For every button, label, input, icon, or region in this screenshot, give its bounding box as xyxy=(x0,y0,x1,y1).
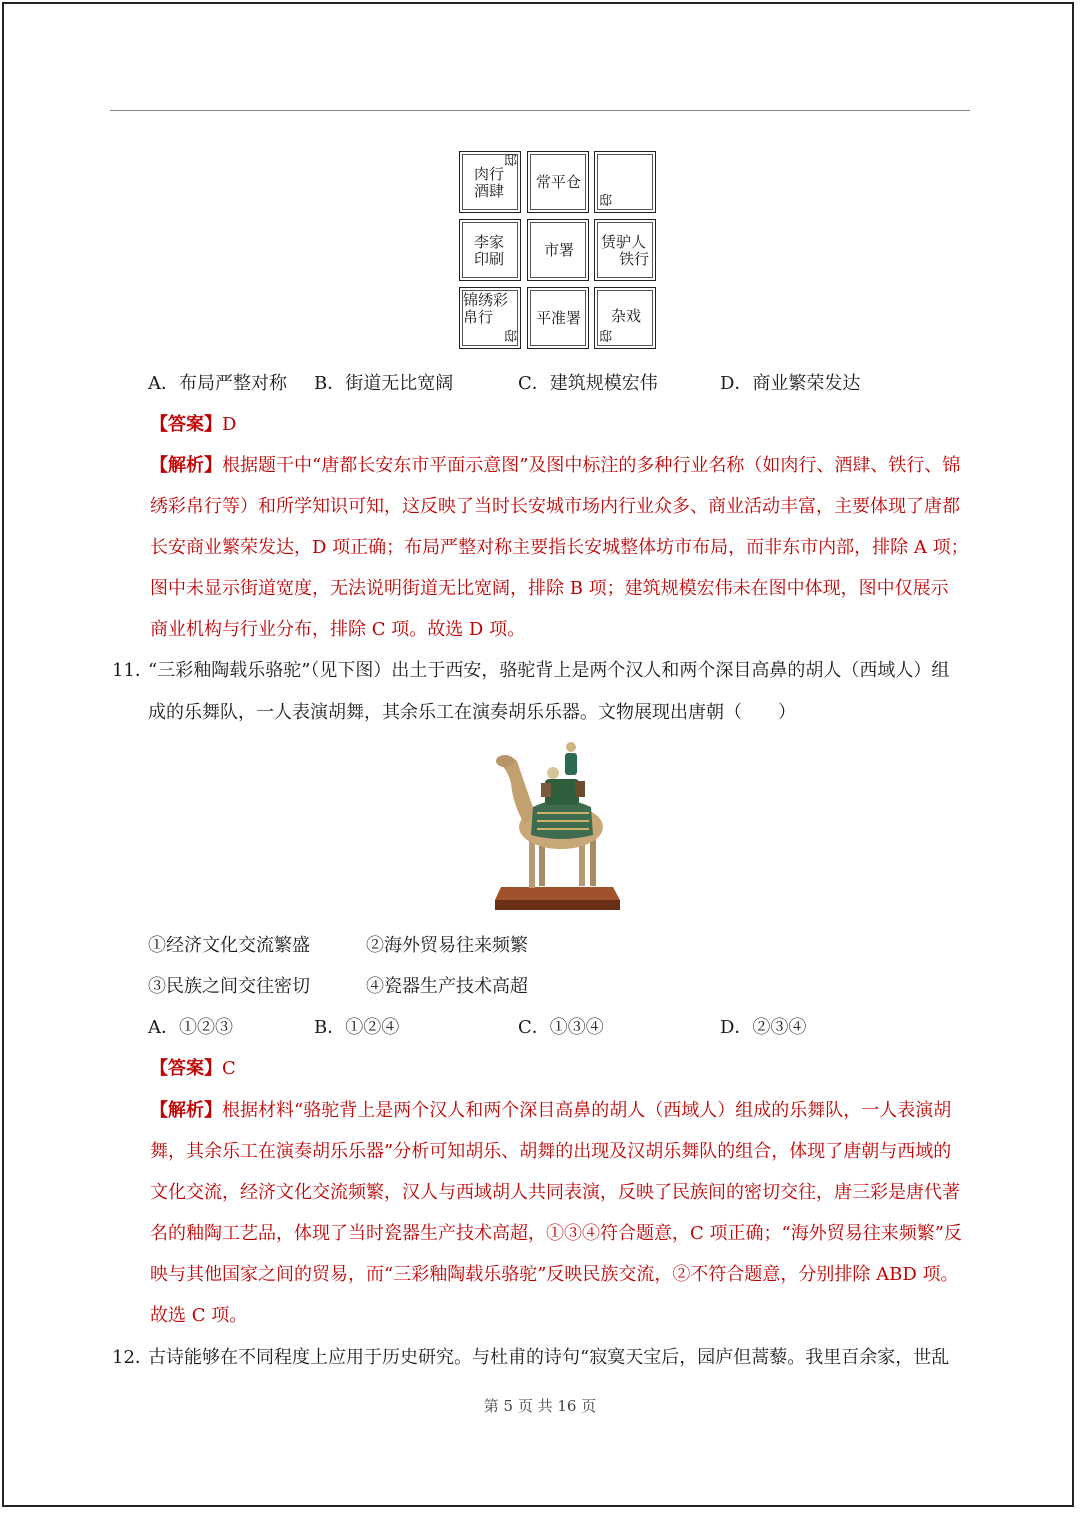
q11-answer xyxy=(150,1058,236,1080)
q10-analysis-line-3: 长安商业繁荣发达，D 项正确；布局严整对称主要指长安城整体坊市布局，而非东市内部，排除 A 项； xyxy=(150,537,969,558)
analysis-label: 【解析】 xyxy=(150,1100,222,1121)
map-cell-1 xyxy=(459,151,521,213)
q11-statement-1: ①经济文化交流繁盛 xyxy=(148,935,310,956)
tri-color-camel-image xyxy=(495,735,620,913)
q10-answer xyxy=(150,414,236,436)
answer-value: D xyxy=(222,414,237,435)
q11-option-c: C．①③④ xyxy=(518,1017,604,1038)
q10-analysis-line-1 xyxy=(150,455,960,477)
map-cell-di: 邸 xyxy=(503,330,517,345)
map-cell-di: 邸 xyxy=(599,194,613,209)
map-cell-text: 铁行 xyxy=(619,250,650,268)
map-cell-6 xyxy=(594,219,656,281)
q10-analysis-line-2: 绣彩帛行等）和所学知识可知，这反映了当时长安城市场内行业众多、商业活动丰富，主要体现了唐都 xyxy=(150,496,960,517)
analysis-text: 根据材料“骆驼背上是两个汉人和两个深目高鼻的胡人（西域人）组成的乐舞队，一人表演胡 xyxy=(222,1100,952,1121)
q11-analysis-line-3: 文化交流，经济文化交流频繁，汉人与西域胡人共同表演，反映了民族间的密切交往，唐三彩是唐代著 xyxy=(150,1182,960,1203)
q11-stem-line-1: “三彩釉陶载乐骆驼”（见下图）出土于西安，骆驼背上是两个汉人和两个深目高鼻的胡人（西域人）组 xyxy=(148,660,950,681)
map-cell-text: 李家 xyxy=(474,233,505,251)
q11-analysis-line-1 xyxy=(150,1100,951,1122)
map-cell-text: 肉行 xyxy=(474,165,505,183)
q11-number: 11． xyxy=(112,660,153,681)
q11-statement-3: ③民族之间交往密切 xyxy=(148,976,310,997)
q10-option-b: B．街道无比宽阔 xyxy=(314,373,454,394)
map-cell-text: 印刷 xyxy=(474,250,505,268)
map-cell-di: 邸 xyxy=(599,330,613,345)
q11-analysis-line-2: 舞，其余乐工在演奏胡乐乐器”分析可知胡乐、胡舞的出现及汉胡乐舞队的组合，体现了唐朝与西域的 xyxy=(150,1141,952,1162)
q11-analysis-line-4: 名的釉陶工艺品，体现了当时瓷器生产技术高超，①③④符合题意，C 项正确；“海外贸易往来频繁”反 xyxy=(150,1223,962,1244)
page-footer: 第 5 页 共 16 页 xyxy=(483,1397,597,1415)
map-cell-text: 平准署 xyxy=(536,309,582,327)
map-cell-text: 锦绣彩 xyxy=(463,291,509,309)
q11-option-b: B．①②④ xyxy=(314,1017,400,1038)
q11-option-a: A．①②③ xyxy=(148,1017,233,1038)
q11-statement-2: ②海外贸易往来频繁 xyxy=(366,935,528,956)
map-cell-text: 常平仓 xyxy=(536,173,582,191)
answer-label: 【答案】 xyxy=(150,414,222,435)
answer-label: 【答案】 xyxy=(150,1058,222,1079)
map-cell-text: 赁驴人 xyxy=(601,233,647,251)
q11-statement-4: ④瓷器生产技术高超 xyxy=(366,976,528,997)
map-cell-4 xyxy=(459,219,521,281)
q11-analysis-line-6: 故选 C 项。 xyxy=(150,1305,248,1326)
map-cell-text: 酒肆 xyxy=(474,182,505,200)
map-cell-di: 邸 xyxy=(503,154,517,169)
header-rule xyxy=(110,110,970,111)
map-cell-text: 帛行 xyxy=(463,308,494,326)
q11-analysis-line-5: 映与其他国家之间的贸易，而“三彩釉陶载乐骆驼”反映民族交流，②不符合题意，分别排除 ABD 项。 xyxy=(150,1264,959,1285)
map-cell-2 xyxy=(527,151,589,213)
q10-option-a: A．布局严整对称 xyxy=(148,373,287,394)
q10-option-c: C．建筑规模宏伟 xyxy=(518,373,658,394)
q10-option-d: D．商业繁荣发达 xyxy=(720,373,861,394)
map-cell-5 xyxy=(527,219,589,281)
map-cell-text: 市署 xyxy=(544,241,575,259)
analysis-label: 【解析】 xyxy=(150,455,222,476)
q10-analysis-line-5: 商业机构与行业分布，排除 C 项。故选 D 项。 xyxy=(150,619,526,640)
map-cell-text: 杂戏 xyxy=(611,307,642,325)
q11-option-d: D．②③④ xyxy=(720,1017,807,1038)
q10-analysis-line-4: 图中未显示街道宽度，无法说明街道无比宽阔，排除 B 项；建筑规模宏伟未在图中体现，图中仅展示 xyxy=(150,578,949,599)
answer-value: C xyxy=(222,1058,236,1079)
analysis-text: 根据题干中“唐都长安东市平面示意图”及图中标注的多种行业名称（如肉行、酒肆、铁行、锦 xyxy=(222,455,961,476)
q12-number: 12． xyxy=(112,1347,153,1368)
map-cell-3 xyxy=(594,151,656,213)
map-cell-8 xyxy=(527,287,589,349)
q11-stem-line-2: 成的乐舞队，一人表演胡舞，其余乐工在演奏胡乐乐器。文物展现出唐朝（ ） xyxy=(148,702,796,723)
map-cell-7 xyxy=(459,287,521,349)
map-cell-9 xyxy=(594,287,656,349)
q12-stem: 古诗能够在不同程度上应用于历史研究。与杜甫的诗句“寂寞天宝后，园庐但蒿藜。我里百余家，世乱 xyxy=(148,1347,950,1368)
